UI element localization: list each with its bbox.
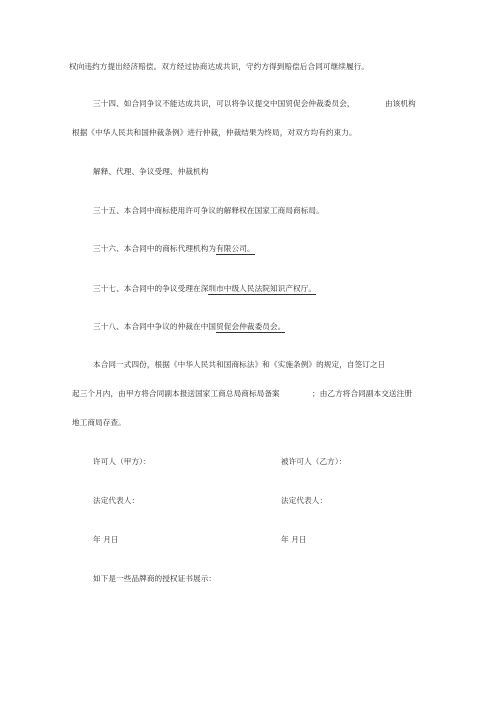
clause-34-line1-end: 由该机构 — [385, 99, 416, 108]
clause-37-court: 圳市中级人民法院知识产权厅。 — [208, 284, 317, 293]
legal-rep-left: 法定代表人： — [93, 496, 140, 505]
clause-36-text: 三十六、本合同中的商标代理机构为 — [93, 244, 217, 253]
legal-rep-right: 法定代表人： — [281, 496, 328, 505]
paragraph-continuation: 权向违约方提出经济赔偿。双方经过协商达成共识，守约方得到赔偿后合同可继续履行。 — [69, 62, 370, 71]
clause-36 — [93, 245, 255, 253]
clause-35: 三十五、本合同中商标使用许可争议的解释权在国家工商局商标局。 — [93, 206, 324, 215]
clause-37 — [93, 285, 316, 293]
licensee-label: 被许可人（乙方）： — [281, 457, 347, 466]
final-clause-line2-end: ；由乙方将合同副本交送注册 — [312, 389, 413, 398]
clause-38-commission: 贸促会仲裁委员会。 — [216, 322, 286, 331]
clause-37-text: 三十七、本合同中的争议受理在深 — [93, 284, 209, 293]
clause-36-company: 有限公司。 — [216, 244, 255, 253]
clause-38 — [93, 323, 285, 331]
final-clause-line1: 本合同一式四份，根据《中华人民共和国商标法》和《实施条例》的规定，自签订之日 — [93, 360, 386, 369]
clause-38-text: 三十八、本合同中争议的仲裁在中国 — [93, 322, 217, 331]
clause-34-line2: 根据《中华人民共和国仲裁条例》进行仲裁，仲裁结果为终局，对双方均有约束力。 — [72, 128, 357, 137]
closing-note: 如下是一些品牌商的授权证书展示： — [93, 574, 217, 583]
date-left: 年 月日 — [93, 535, 119, 544]
licensor-label: 许可人（甲方）： — [93, 457, 151, 466]
final-clause-line3: 地工商局存查。 — [72, 418, 126, 427]
final-clause-line2: 起三个月内，由甲方将合同副本报送国家工商总局商标局备案 — [72, 389, 280, 398]
date-right: 年 月日 — [281, 535, 307, 544]
section-heading: 解释、代理、争议受理、仲裁机构 — [93, 167, 209, 176]
clause-34-line1: 三十四、如合同争议不能达成共识，可以将争议提交中国贸促会仲裁委员会， — [93, 99, 355, 108]
